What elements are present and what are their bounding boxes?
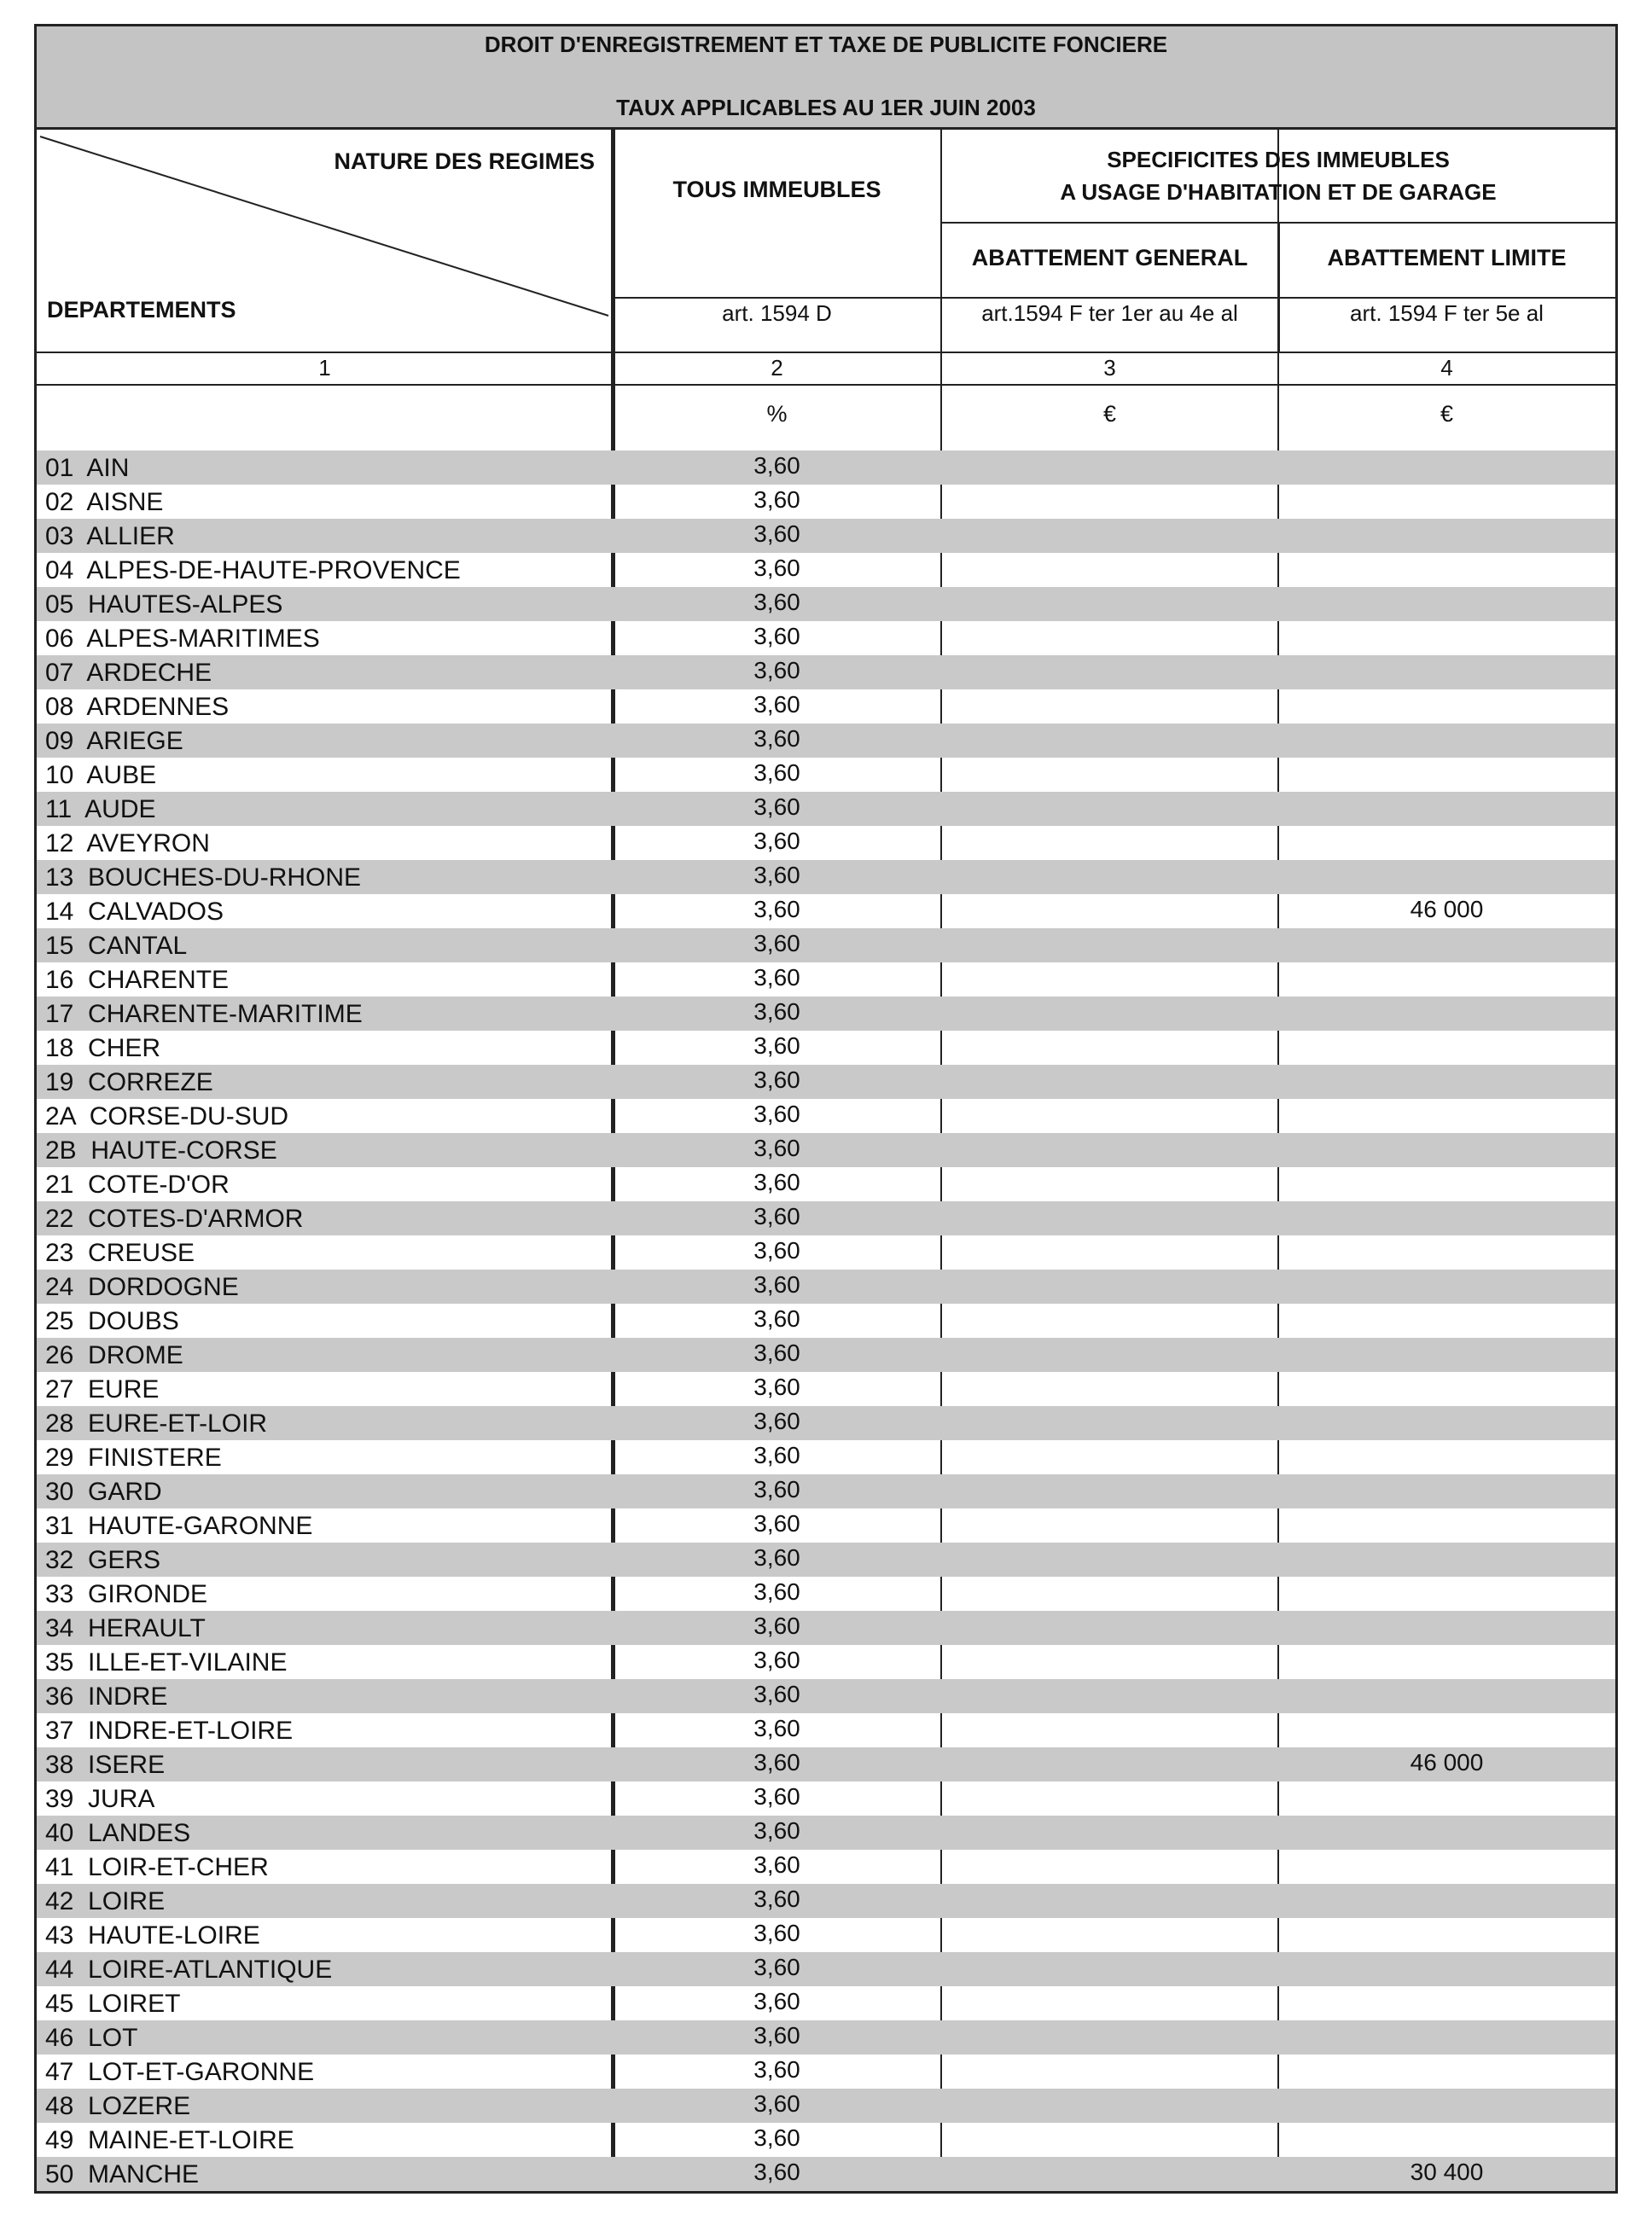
department-cell [45, 1853, 269, 1882]
department-name: COTE-D'OR [88, 1171, 230, 1199]
department-code: 15 [45, 932, 74, 960]
rate-cell: 3,60 [753, 1067, 800, 1093]
rate-cell: 3,60 [753, 2022, 800, 2049]
rate-cell: 3,60 [753, 486, 800, 513]
department-code: 43 [45, 1921, 74, 1950]
rate-cell: 3,60 [753, 1749, 800, 1776]
unit-col-4: € [1440, 401, 1454, 427]
rate-cell: 3,60 [753, 1135, 800, 1161]
department-name: AIN [86, 454, 130, 482]
department-cell [45, 1409, 267, 1438]
table-row [37, 724, 1615, 758]
header-specificites-line-1: SPECIFICITES DES IMMEUBLES [1107, 147, 1450, 172]
header-article-divider [613, 297, 1615, 299]
article-col-2: art. 1594 D [722, 300, 832, 326]
column-number-2: 2 [771, 355, 783, 381]
department-name: CALVADOS [88, 898, 224, 926]
rate-cell: 3,60 [753, 896, 800, 922]
rate-cell: 3,60 [753, 452, 800, 479]
department-code: 41 [45, 1853, 74, 1881]
table-body [37, 130, 1615, 2191]
rate-cell: 3,60 [753, 793, 800, 820]
rate-cell: 3,60 [753, 1271, 800, 1298]
table-row [37, 1508, 1615, 1543]
rate-cell: 3,60 [753, 1544, 800, 1571]
department-code: 12 [45, 829, 74, 857]
table-row [37, 1918, 1615, 1952]
department-cell [45, 1171, 230, 1200]
rate-cell: 3,60 [753, 759, 800, 786]
rate-cell: 3,60 [753, 1442, 800, 1468]
department-code: 22 [45, 1205, 74, 1233]
department-name: DROME [88, 1341, 183, 1369]
department-cell [45, 1580, 207, 1609]
table-row [37, 758, 1615, 792]
department-name: ILLE-ET-VILAINE [88, 1648, 288, 1677]
header-abattement-general: ABATTEMENT GENERAL [971, 245, 1248, 270]
header-specificites-line-2: A USAGE D'HABITATION ET DE GARAGE [1060, 179, 1497, 205]
department-name: ARIEGE [86, 727, 183, 755]
header-nature-regimes: NATURE DES REGIMES [334, 148, 595, 174]
rate-cell: 3,60 [753, 1647, 800, 1673]
table-row [37, 1611, 1615, 1645]
rate-cell: 3,60 [753, 520, 800, 547]
table-row [37, 962, 1615, 997]
department-cell [45, 1273, 239, 1302]
rate-cell: 3,60 [753, 2124, 800, 2151]
department-code: 40 [45, 1819, 74, 1847]
department-cell [45, 1990, 180, 2019]
table-row [37, 1747, 1615, 1781]
table-row [37, 450, 1615, 485]
table-row [37, 655, 1615, 689]
table-row [37, 2123, 1615, 2157]
department-name: HAUTE-GARONNE [88, 1512, 313, 1540]
department-name: DOUBS [88, 1307, 179, 1335]
department-code: 38 [45, 1751, 74, 1779]
table-row [37, 485, 1615, 519]
department-cell [45, 1683, 167, 1712]
department-name: LOT-ET-GARONNE [88, 2058, 315, 2086]
table-row [37, 1986, 1615, 2020]
department-name: AUDE [84, 795, 156, 823]
table-row [37, 1850, 1615, 1884]
department-name: MANCHE [88, 2160, 200, 2188]
department-cell [45, 1512, 312, 1541]
department-code: 27 [45, 1375, 74, 1404]
department-name: LOIR-ET-CHER [88, 1853, 269, 1881]
department-name: CHER [88, 1034, 161, 1062]
table-row [37, 2020, 1615, 2055]
department-code: 09 [45, 727, 74, 755]
abattement-limite-cell: 46 000 [1410, 896, 1484, 922]
department-code: 06 [45, 625, 74, 653]
table-row [37, 860, 1615, 894]
department-code: 02 [45, 488, 74, 516]
rate-cell: 3,60 [753, 1374, 800, 1400]
department-code: 18 [45, 1034, 74, 1062]
rate-cell: 3,60 [753, 1237, 800, 1264]
department-cell [45, 1239, 195, 1268]
table-row [37, 1577, 1615, 1611]
department-cell [45, 2126, 294, 2155]
department-code: 32 [45, 1546, 74, 1574]
department-cell [45, 693, 229, 722]
rate-cell: 3,60 [753, 725, 800, 752]
rate-cell: 3,60 [753, 1817, 800, 1844]
rate-cell: 3,60 [753, 1476, 800, 1502]
department-name: HAUTE-LOIRE [88, 1921, 260, 1950]
department-name: ISERE [88, 1751, 166, 1779]
department-code: 30 [45, 1478, 74, 1506]
rate-cell: 3,60 [753, 1305, 800, 1332]
rate-cell: 3,60 [753, 1032, 800, 1059]
table-row [37, 1235, 1615, 1270]
department-code: 17 [45, 1000, 74, 1028]
department-cell [45, 1887, 165, 1916]
table-row [37, 553, 1615, 587]
rate-cell: 3,60 [753, 1169, 800, 1195]
header-abattement-limite: ABATTEMENT LIMITE [1327, 245, 1567, 270]
rate-cell: 3,60 [753, 1613, 800, 1639]
department-code: 35 [45, 1648, 74, 1677]
department-cell [45, 1546, 160, 1575]
department-name: ARDENNES [86, 693, 230, 721]
rate-cell: 3,60 [753, 1578, 800, 1605]
table-row [37, 1406, 1615, 1440]
department-cell [45, 659, 212, 688]
department-name: LOIRE [88, 1887, 166, 1915]
department-code: 13 [45, 863, 74, 892]
department-cell [45, 829, 210, 858]
department-cell [45, 454, 129, 483]
article-col-4: art. 1594 F ter 5e al [1350, 300, 1544, 326]
department-name: CHARENTE [88, 966, 230, 994]
article-col-3: art.1594 F ter 1er au 4e al [981, 300, 1238, 326]
department-cell [45, 488, 163, 517]
header-tous-immeubles: TOUS IMMEUBLES [672, 177, 881, 202]
rate-cell: 3,60 [753, 2056, 800, 2083]
department-cell [45, 2160, 199, 2189]
rate-cell: 3,60 [753, 623, 800, 649]
department-cell [45, 1375, 159, 1404]
department-code: 19 [45, 1068, 74, 1096]
department-cell [45, 1956, 332, 1985]
department-rows [37, 450, 1615, 2191]
header-specificites [941, 143, 1615, 208]
header-sub-vertical [1278, 222, 1280, 352]
column-number-4: 4 [1440, 355, 1453, 381]
rate-cell: 3,60 [753, 930, 800, 956]
unit-col-3: € [1102, 401, 1117, 427]
department-cell [45, 932, 187, 961]
table-row [37, 1781, 1615, 1816]
department-cell [45, 2024, 137, 2053]
department-code: 47 [45, 2058, 74, 2086]
table-row [37, 826, 1615, 860]
department-code: 14 [45, 898, 74, 926]
table-row [37, 1201, 1615, 1235]
abattement-limite-cell: 46 000 [1410, 1749, 1484, 1776]
department-name: ARDECHE [86, 659, 212, 687]
rate-cell: 3,60 [753, 1715, 800, 1741]
rate-cell: 3,60 [753, 1203, 800, 1229]
rate-cell: 3,60 [753, 1681, 800, 1707]
table-row [37, 1543, 1615, 1577]
department-cell [45, 2092, 190, 2121]
department-code: 31 [45, 1512, 74, 1540]
department-cell [45, 522, 175, 551]
table-row [37, 689, 1615, 724]
unit-col-2: % [766, 401, 788, 427]
rate-cell: 3,60 [753, 1510, 800, 1537]
department-name: GERS [88, 1546, 161, 1574]
department-name: INDRE [88, 1683, 168, 1711]
department-name: HERAULT [88, 1614, 206, 1642]
department-cell [45, 1136, 277, 1165]
table-row [37, 519, 1615, 553]
table-row [37, 1133, 1615, 1167]
department-cell [45, 1921, 260, 1950]
department-code: 16 [45, 966, 74, 994]
department-code: 49 [45, 2126, 74, 2154]
department-code: 29 [45, 1444, 74, 1472]
department-name: EURE-ET-LOIR [88, 1409, 268, 1438]
department-cell [45, 1000, 363, 1029]
table-row [37, 997, 1615, 1031]
unit-row [37, 386, 1615, 450]
department-code: 37 [45, 1717, 74, 1745]
department-code: 42 [45, 1887, 74, 1915]
table-row [37, 2157, 1615, 2191]
department-name: HAUTE-CORSE [90, 1136, 277, 1165]
department-name: HAUTES-ALPES [88, 590, 283, 619]
department-name: AISNE [86, 488, 164, 516]
department-name: INDRE-ET-LOIRE [88, 1717, 294, 1745]
rate-cell: 3,60 [753, 2159, 800, 2185]
rate-cell: 3,60 [753, 1851, 800, 1878]
department-cell [45, 2058, 314, 2087]
department-code: 08 [45, 693, 74, 721]
rate-cell: 3,60 [753, 691, 800, 718]
table-header [37, 130, 1615, 353]
table-row [37, 1884, 1615, 1918]
department-name: MAINE-ET-LOIRE [88, 2126, 294, 2154]
column-number-row [37, 353, 1615, 386]
department-name: ALPES-MARITIMES [86, 625, 320, 653]
rate-cell: 3,60 [753, 862, 800, 888]
department-cell [45, 590, 282, 619]
department-code: 2A [45, 1102, 76, 1130]
department-cell [45, 1102, 288, 1131]
table-row [37, 1031, 1615, 1065]
department-name: LOIRET [88, 1990, 181, 2018]
department-code: 34 [45, 1614, 74, 1642]
table-row [37, 928, 1615, 962]
title-line-2: TAUX APPLICABLES AU 1ER JUIN 2003 [616, 95, 1036, 120]
table-row [37, 1440, 1615, 1474]
department-name: LOT [88, 2024, 138, 2052]
department-cell [45, 1444, 222, 1473]
table-row [37, 1270, 1615, 1304]
title-line-1: DROIT D'ENREGISTREMENT ET TAXE DE PUBLICITE FONCIERE [484, 32, 1168, 57]
rate-cell: 3,60 [753, 1954, 800, 1980]
department-cell [45, 1307, 179, 1336]
department-code: 04 [45, 556, 74, 584]
rate-cell: 3,60 [753, 2090, 800, 2117]
department-code: 45 [45, 1990, 74, 2018]
department-code: 36 [45, 1683, 74, 1711]
rate-cell: 3,60 [753, 1988, 800, 2014]
department-code: 25 [45, 1307, 74, 1335]
department-cell [45, 898, 224, 927]
department-cell [45, 727, 183, 756]
department-code: 23 [45, 1239, 74, 1267]
rate-cell: 3,60 [753, 555, 800, 581]
department-cell [45, 1648, 287, 1677]
table-row [37, 1713, 1615, 1747]
department-name: LANDES [88, 1819, 191, 1847]
column-number-3: 3 [1103, 355, 1116, 381]
department-cell [45, 556, 461, 585]
department-cell [45, 1785, 154, 1814]
department-code: 33 [45, 1580, 74, 1608]
department-cell [45, 1819, 190, 1848]
department-name: GIRONDE [88, 1580, 208, 1608]
department-name: ALLIER [86, 522, 175, 550]
department-name: FINISTERE [88, 1444, 222, 1472]
department-cell [45, 1034, 160, 1063]
department-code: 07 [45, 659, 74, 687]
department-code: 46 [45, 2024, 74, 2052]
table-row [37, 1099, 1615, 1133]
department-cell [45, 761, 156, 790]
table-row [37, 2055, 1615, 2089]
department-name: LOIRE-ATLANTIQUE [88, 1956, 333, 1984]
department-code: 48 [45, 2092, 74, 2120]
table-row [37, 621, 1615, 655]
rate-cell: 3,60 [753, 1886, 800, 1912]
department-code: 10 [45, 761, 74, 789]
department-cell [45, 1205, 303, 1234]
rate-cell: 3,60 [753, 1783, 800, 1810]
department-code: 01 [45, 454, 74, 482]
department-code: 50 [45, 2160, 74, 2188]
rate-cell: 3,60 [753, 828, 800, 854]
table-row [37, 1065, 1615, 1099]
department-name: JURA [88, 1785, 155, 1813]
rate-cell: 3,60 [753, 964, 800, 991]
table-row [37, 1952, 1615, 1986]
department-code: 44 [45, 1956, 74, 1984]
department-name: DORDOGNE [88, 1273, 239, 1301]
department-code: 26 [45, 1341, 74, 1369]
department-cell [45, 1478, 162, 1507]
rate-cell: 3,60 [753, 657, 800, 683]
table-row [37, 1167, 1615, 1201]
department-cell [45, 1717, 293, 1746]
table-row [37, 587, 1615, 621]
department-code: 11 [45, 795, 73, 823]
department-name: AUBE [86, 761, 157, 789]
table-row [37, 1679, 1615, 1713]
table-row [37, 1304, 1615, 1338]
table-row [37, 1645, 1615, 1679]
department-code: 03 [45, 522, 74, 550]
department-code: 24 [45, 1273, 74, 1301]
department-name: LOZERE [88, 2092, 191, 2120]
department-cell [45, 795, 156, 824]
department-cell [45, 1614, 206, 1643]
department-name: BOUCHES-DU-RHONE [88, 863, 362, 892]
table-row [37, 1338, 1615, 1372]
department-name: GARD [88, 1478, 162, 1506]
department-cell [45, 1751, 165, 1780]
department-code: 21 [45, 1171, 74, 1199]
department-name: CORREZE [88, 1068, 213, 1096]
rate-cell: 3,60 [753, 1340, 800, 1366]
table-row [37, 894, 1615, 928]
department-cell [45, 966, 229, 995]
header-departements: DEPARTEMENTS [47, 297, 236, 323]
column-number-1: 1 [318, 355, 331, 381]
rate-cell: 3,60 [753, 1101, 800, 1127]
rate-cell: 3,60 [753, 998, 800, 1025]
tax-rate-table [34, 24, 1618, 2194]
rate-cell: 3,60 [753, 1408, 800, 1434]
table-row [37, 1816, 1615, 1850]
table-title [37, 26, 1615, 130]
department-name: CREUSE [88, 1239, 195, 1267]
department-code: 39 [45, 1785, 74, 1813]
department-name: CANTAL [88, 932, 188, 960]
department-cell [45, 1068, 213, 1097]
table-row [37, 1372, 1615, 1406]
department-name: CHARENTE-MARITIME [88, 1000, 363, 1028]
department-name: CORSE-DU-SUD [89, 1102, 289, 1130]
department-name: COTES-D'ARMOR [88, 1205, 304, 1233]
department-cell [45, 625, 320, 654]
table-row [37, 1474, 1615, 1508]
department-code: 2B [45, 1136, 77, 1165]
rate-cell: 3,60 [753, 589, 800, 615]
department-cell [45, 863, 361, 892]
department-name: ALPES-DE-HAUTE-PROVENCE [86, 556, 461, 584]
department-code: 28 [45, 1409, 74, 1438]
department-name: AVEYRON [86, 829, 210, 857]
rate-cell: 3,60 [753, 1920, 800, 1946]
table-row [37, 792, 1615, 826]
department-name: EURE [88, 1375, 160, 1404]
abattement-limite-cell: 30 400 [1410, 2159, 1484, 2185]
department-cell [45, 1341, 183, 1370]
department-code: 05 [45, 590, 74, 619]
table-row [37, 2089, 1615, 2123]
